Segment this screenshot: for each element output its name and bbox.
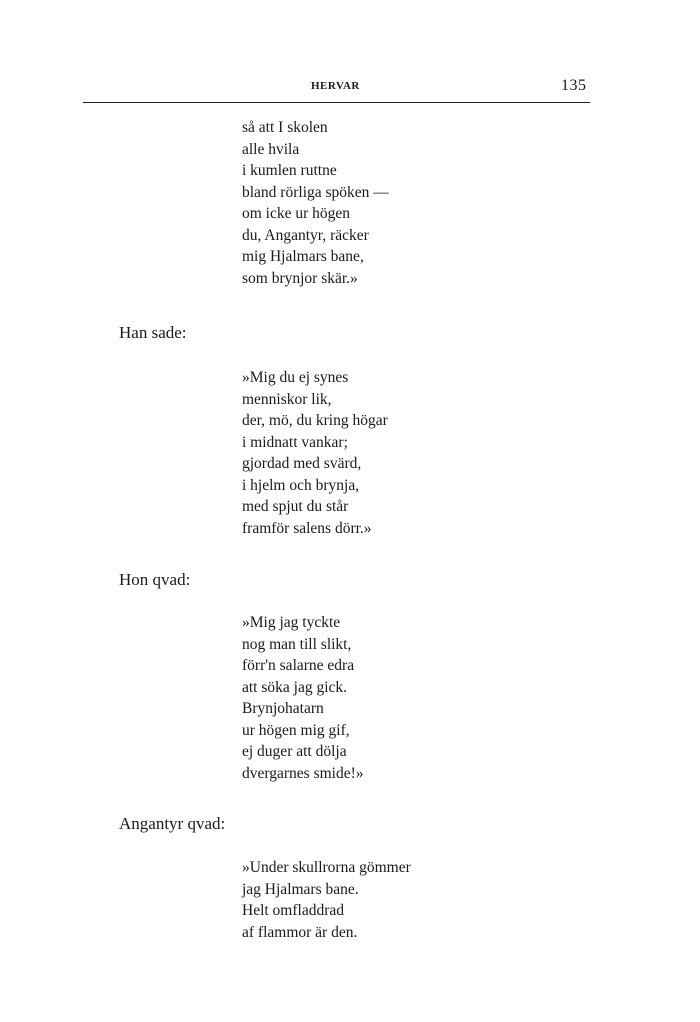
verse-line: nog man till slikt,: [242, 635, 352, 653]
verse-line: gjordad med svärd,: [242, 455, 362, 472]
verse-line: du, Angantyr, räcker: [242, 226, 369, 244]
verse-line: dvergarnes smide!»: [242, 764, 364, 782]
verse-line: att söka jag gick.: [242, 678, 348, 696]
verse-line: förr'n salarne edra: [242, 657, 355, 674]
stanza-continuation: [242, 117, 389, 289]
speaker-han-sade: Han sade:: [119, 323, 187, 342]
verse-line: der, mö, du kring högar: [242, 412, 388, 429]
stanza-angantyr-qvad: [242, 857, 411, 943]
verse-line: med spjut du står: [242, 498, 349, 515]
verse-line: i midnatt vankar;: [242, 433, 348, 451]
verse-line: i hjelm och brynja,: [242, 476, 360, 494]
verse-line: mig Hjalmars bane,: [242, 248, 364, 265]
verse-line: i kumlen ruttne: [242, 162, 337, 179]
verse-line: alle hvila: [242, 140, 300, 158]
verse-line: om icke ur högen: [242, 205, 351, 222]
verse-line: ej duger att dölja: [242, 743, 347, 760]
verse-line: menniskor lik,: [242, 390, 332, 408]
verse-line: af flammor är den.: [242, 923, 358, 941]
verse-line: ur högen mig gif,: [242, 721, 350, 739]
page-number: 135: [561, 77, 587, 94]
verse-line: jag Hjalmars bane.: [242, 880, 359, 898]
stanza-han-sade: [242, 367, 388, 539]
speaker-hon-qvad: Hon qvad:: [119, 570, 191, 589]
verse-line: som brynjor skär.»: [242, 269, 358, 287]
verse-line: »Under skullrorna gömmer: [242, 859, 411, 876]
running-title: HERVAR: [311, 80, 360, 92]
verse-line: Helt omfladdrad: [242, 902, 345, 919]
verse-line: så att I skolen: [242, 119, 328, 136]
verse-line: »Mig du ej synes: [242, 369, 349, 386]
verse-line: bland rörliga spöken —: [242, 183, 389, 201]
header-rule: [83, 102, 590, 103]
verse-line: framför salens dörr.»: [242, 519, 372, 537]
stanza-hon-qvad: [242, 612, 364, 784]
verse-line: Brynjohatarn: [242, 700, 324, 717]
speaker-angantyr-qvad: Angantyr qvad:: [119, 814, 226, 833]
verse-line: »Mig jag tyckte: [242, 614, 341, 631]
